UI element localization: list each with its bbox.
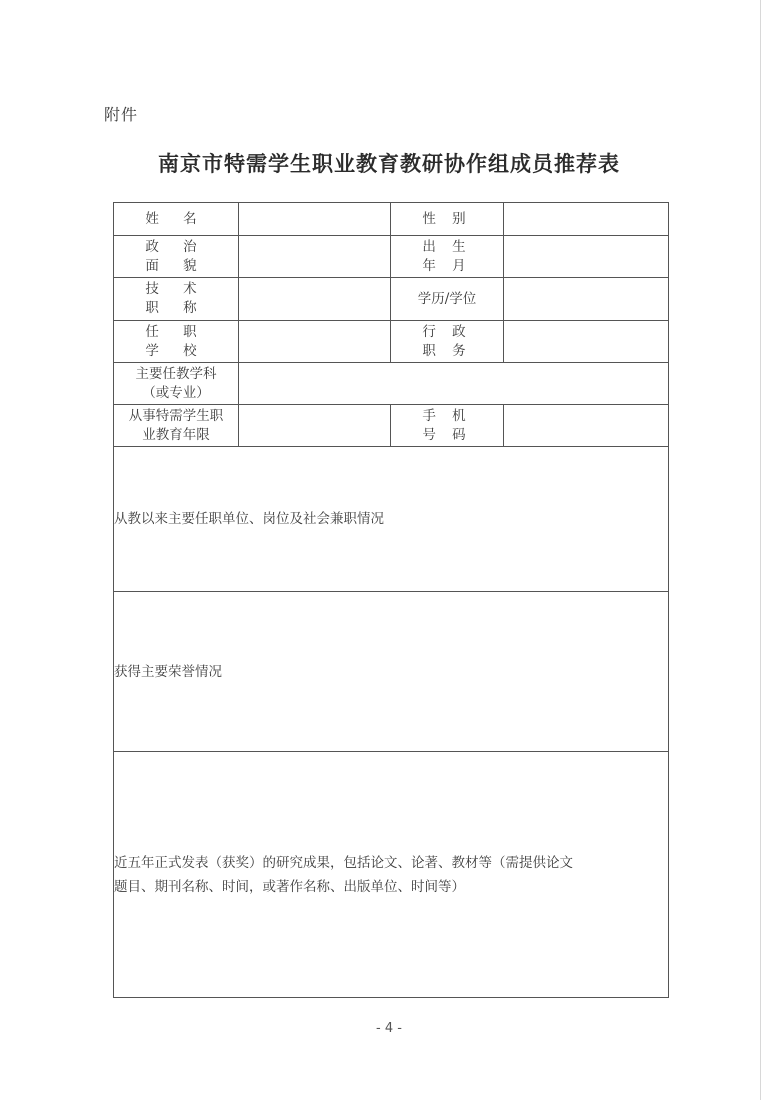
gender-field[interactable] bbox=[504, 203, 669, 236]
admin-label-line1: 行 政 bbox=[422, 323, 472, 340]
row-subject bbox=[114, 363, 669, 405]
admin-field[interactable] bbox=[504, 321, 669, 363]
row-school-admin bbox=[114, 321, 669, 363]
birth-label-cell bbox=[391, 236, 504, 278]
school-label-cell bbox=[114, 321, 239, 363]
birth-label-line1: 出 生 bbox=[422, 238, 472, 255]
research-section[interactable] bbox=[114, 752, 669, 998]
school-field[interactable] bbox=[239, 321, 391, 363]
tech-title-label-cell bbox=[114, 278, 239, 321]
row-honors bbox=[114, 592, 669, 752]
education-field[interactable] bbox=[504, 278, 669, 321]
subject-label-line1: 主要任教学科 bbox=[135, 365, 217, 382]
row-political-birth bbox=[114, 236, 669, 278]
tech-title-label-line2: 职 称 bbox=[145, 300, 207, 316]
school-label-line1: 任 职 bbox=[145, 323, 207, 340]
research-prompt-line1: 近五年正式发表（获奖）的研究成果，包括论文、论著、教材等（需提供论文 bbox=[114, 854, 573, 871]
honors-prompt: 获得主要荣誉情况 bbox=[114, 663, 222, 680]
positions-prompt: 从教以来主要任职单位、岗位及社会兼职情况 bbox=[114, 511, 384, 527]
education-label-cell bbox=[391, 278, 504, 321]
page-number: - 4 - bbox=[376, 1021, 402, 1036]
row-positions bbox=[114, 447, 669, 592]
birth-label-line2: 年 月 bbox=[422, 257, 472, 274]
birth-field[interactable] bbox=[504, 236, 669, 278]
research-prompt-line2: 题目、期刊名称、时间，或著作名称、出版单位、时间等） bbox=[114, 878, 465, 895]
honors-section[interactable] bbox=[114, 592, 669, 752]
years-field[interactable] bbox=[239, 405, 391, 447]
school-label-line2: 学 校 bbox=[145, 342, 207, 359]
subject-label-line2: （或专业） bbox=[142, 384, 210, 401]
years-label-line2: 业教育年限 bbox=[142, 426, 210, 443]
tech-title-label-line1: 技 术 bbox=[145, 281, 207, 297]
name-field[interactable] bbox=[239, 203, 391, 236]
row-name-gender bbox=[114, 203, 669, 236]
recommendation-form-table bbox=[113, 202, 669, 998]
name-label-cell bbox=[114, 203, 239, 236]
phone-label-line1: 手 机 bbox=[422, 407, 472, 424]
admin-label-cell bbox=[391, 321, 504, 363]
phone-field[interactable] bbox=[504, 405, 669, 447]
political-label-cell bbox=[114, 236, 239, 278]
page-title: 南京市特需学生职业教育教研协作组成员推荐表 bbox=[158, 152, 620, 176]
years-label-cell bbox=[114, 405, 239, 447]
gender-label-cell bbox=[391, 203, 504, 236]
subject-label-cell bbox=[114, 363, 239, 405]
name-label: 姓 名 bbox=[145, 210, 207, 227]
row-research bbox=[114, 752, 669, 998]
admin-label-line2: 职 务 bbox=[422, 342, 472, 359]
education-label: 学历/学位 bbox=[417, 290, 477, 307]
row-title-education bbox=[114, 278, 669, 321]
political-field[interactable] bbox=[239, 236, 391, 278]
years-label-line1: 从事特需学生职 bbox=[128, 407, 224, 424]
political-label-line2: 面 貌 bbox=[145, 257, 207, 274]
phone-label-cell bbox=[391, 405, 504, 447]
subject-field[interactable] bbox=[239, 363, 669, 405]
political-label-line1: 政 治 bbox=[145, 238, 207, 255]
positions-section[interactable] bbox=[114, 447, 669, 592]
phone-label-line2: 号 码 bbox=[422, 426, 472, 443]
row-years-phone bbox=[114, 405, 669, 447]
gender-label: 性 别 bbox=[422, 210, 472, 227]
tech-title-field[interactable] bbox=[239, 278, 391, 321]
attachment-label: 附件 bbox=[104, 105, 139, 124]
